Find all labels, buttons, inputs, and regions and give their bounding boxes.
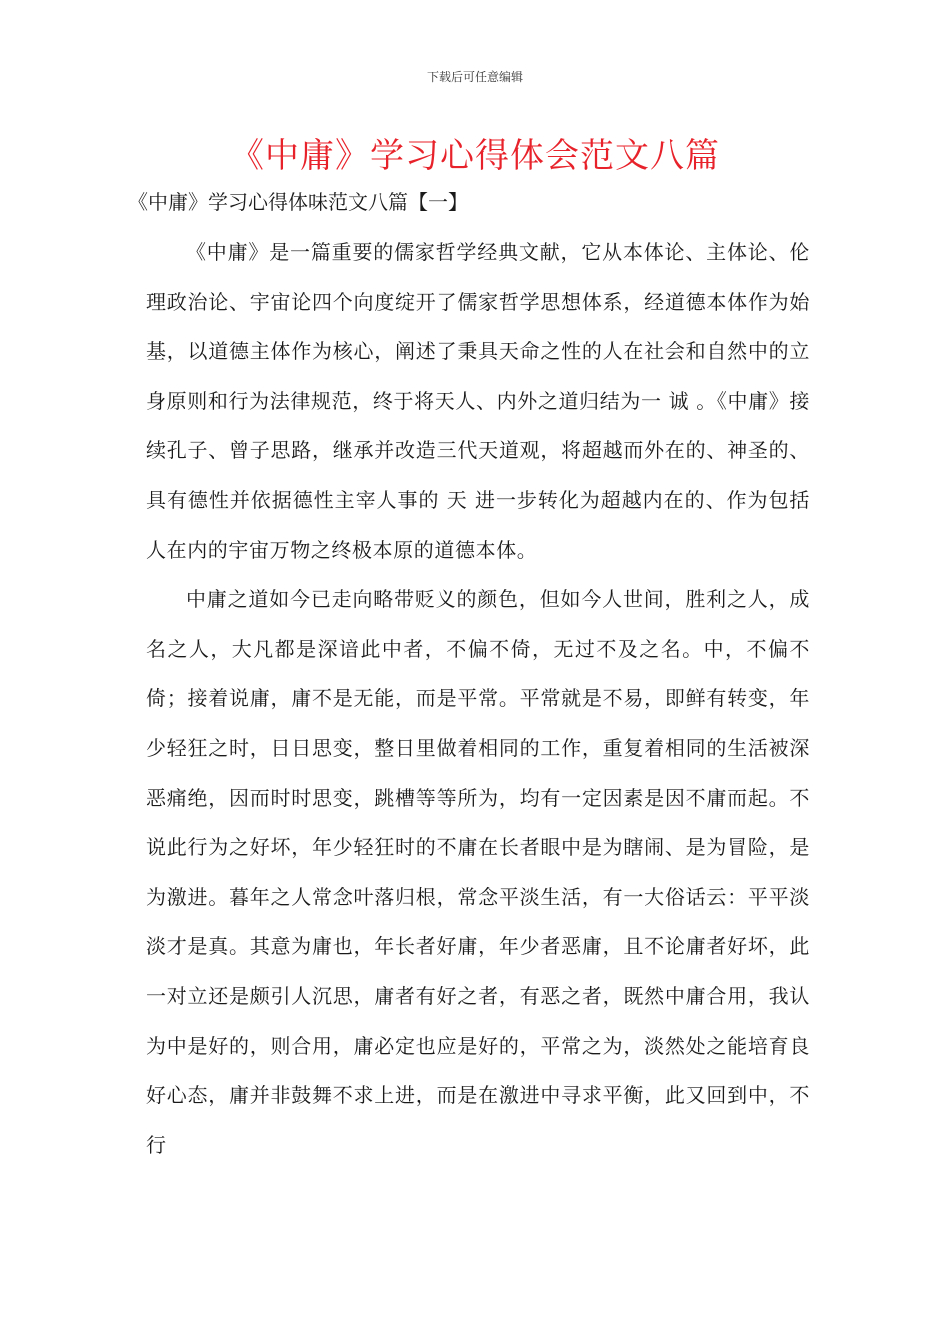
section-heading: 《中庸》学习心得体味范文八篇【一】 [128, 190, 468, 214]
paragraph-2: 中庸之道如今已走向略带贬义的颜色，但如今人世间，胜利之人，成名之人，大凡都是深谙此中者，不偏不倚，无过不及之名。中，不偏不倚；接着说庸，庸不是无能，而是平常。平常就是不易，即鲜有转变，年少轻狂之时，日日思变，整日里做着相同的工作，重复着相同的生活被深恶痛绝，因而时时思变，跳槽等等所为，均有一定因素是因不庸而起。不说此行为之好坏，年少轻狂时的不庸在长者眼中是为瞎闹、是为冒险，是为激进。暮年之人常念叶落归根，常念平淡生活，有一大俗话云：平平淡淡才是真。其意为庸也，年长者好庸，年少者恶庸，且不论庸者好坏，此一对立还是颇引人沉思，庸者有好之者，有恶之者，既然中庸合用，我认为中是好的，则合用，庸必定也应是好的，平常之为，淡然处之能培育良好心态，庸并非鼓舞不求上进，而是在激进中寻求平衡，此又回到中，不行 [146, 587, 810, 1157]
header-note: 下载后可任意编辑 [426, 70, 523, 84]
paragraph-1: 《中庸》是一篇重要的儒家哲学经典文献，它从本体论、主体论、伦理政治论、宇宙论四个向度绽开了儒家哲学思想体系，经道德本体作为始基，以道德主体作为核心，阐述了秉具天命之性的人在社会和自然中的立身原则和行为法律规范，终于将天人、内外之道归结为一 诚 。《中庸》接续孔子、曾子思路，继承并改造三代天道观，将超越而外在的、神圣的、具有德性并依据德性主宰人事的 天 进一步转化为超越内在的、作为包括人在内的宇宙万物之终极本原的道德本体。 [146, 240, 810, 562]
document-title: 《中庸》学习心得体会范文八篇 [230, 136, 720, 176]
body-text [146, 228, 810, 1170]
